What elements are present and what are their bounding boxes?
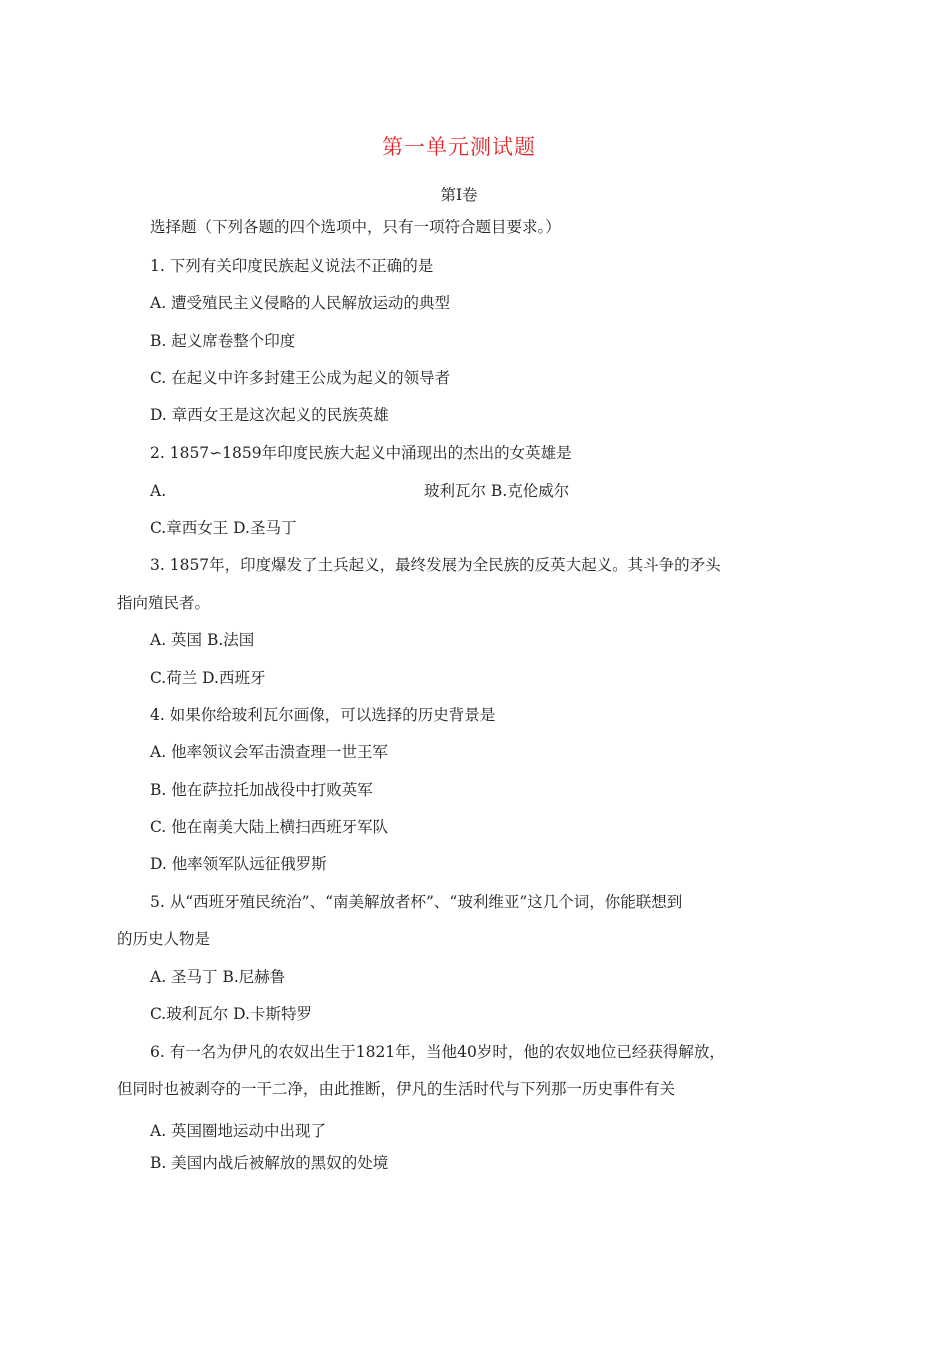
question-6-option-a: A. 英国圈地运动中出现了 bbox=[150, 1122, 327, 1140]
question-2-option-a-label: A. bbox=[150, 482, 167, 500]
question-3-stem-line2: 指向殖民者。 bbox=[117, 594, 211, 612]
question-6-stem-line1: 6. 有一名为伊凡的农奴出生于1821年，当他40岁时，他的农奴地位已经获得解放， bbox=[150, 1043, 725, 1061]
question-6-stem-line2: 但同时也被剥夺的一干二净，由此推断，伊凡的生活时代与下列那一历史事件有关 bbox=[117, 1080, 676, 1098]
question-4-stem: 4. 如果你给玻利瓦尔画像，可以选择的历史背景是 bbox=[150, 706, 496, 724]
question-2-options-cd: C.章西女王 D.圣马丁 bbox=[150, 519, 297, 537]
question-4-option-d: D. 他率领军队远征俄罗斯 bbox=[150, 855, 327, 873]
question-3-options-ab: A. 英国 B.法国 bbox=[150, 631, 255, 649]
question-4-option-b: B. 他在萨拉托加战役中打败英军 bbox=[150, 781, 373, 799]
question-5-stem-line1: 5. 从“西班牙殖民统治”、“南美解放者杯”、“玻利维亚”这几个词，你能联想到 bbox=[150, 893, 683, 911]
question-1-stem: 1. 下列有关印度民族起义说法不正确的是 bbox=[150, 257, 434, 275]
question-3-options-cd: C.荷兰 D.西班牙 bbox=[150, 669, 266, 687]
question-2-options-ab: 玻利瓦尔 B.克伦威尔 bbox=[424, 482, 570, 500]
question-1-option-c: C. 在起义中许多封建王公成为起义的领导者 bbox=[150, 369, 451, 387]
question-1-option-d: D. 章西女王是这次起义的民族英雄 bbox=[150, 406, 389, 424]
page-title: 第一单元测试题 bbox=[382, 135, 536, 159]
question-1-option-a: A. 遭受殖民主义侵略的人民解放运动的典型 bbox=[150, 294, 451, 312]
question-5-options-ab: A. 圣马丁 B.尼赫鲁 bbox=[150, 968, 286, 986]
question-5-stem-line2: 的历史人物是 bbox=[117, 930, 211, 948]
section-heading: 第Ⅰ卷 bbox=[440, 186, 478, 204]
instruction-text: 选择题（下列各题的四个选项中，只有一项符合题目要求。） bbox=[150, 218, 561, 236]
question-6-option-b: B. 美国内战后被解放的黑奴的处境 bbox=[150, 1154, 389, 1172]
question-1-option-b: B. 起义席卷整个印度 bbox=[150, 332, 296, 350]
question-5-options-cd: C.玻利瓦尔 D.卡斯特罗 bbox=[150, 1005, 312, 1023]
question-4-option-a: A. 他率领议会军击溃查理一世王军 bbox=[150, 743, 389, 761]
question-2-stem: 2. 1857∽1859年印度民族大起义中涌现出的杰出的女英雄是 bbox=[150, 444, 572, 462]
question-3-stem-line1: 3. 1857年，印度爆发了土兵起义，最终发展为全民族的反英大起义。其斗争的矛头 bbox=[150, 556, 721, 574]
question-4-option-c: C. 他在南美大陆上横扫西班牙军队 bbox=[150, 818, 389, 836]
